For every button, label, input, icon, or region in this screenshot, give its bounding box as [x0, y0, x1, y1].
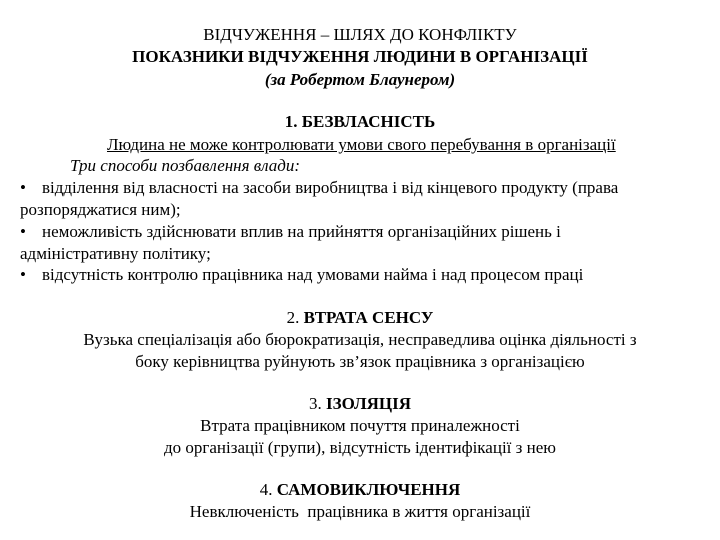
section-name: ВТРАТА СЕНСУ [303, 308, 434, 327]
bullet-icon: • [20, 265, 26, 284]
section-number: 2. [286, 308, 300, 327]
bullet-icon: • [20, 178, 26, 197]
section-name: ІЗОЛЯЦІЯ [325, 394, 412, 413]
list-item [20, 178, 618, 198]
section-number: 1. [284, 112, 298, 131]
section-3-text: Втрата працівником почуття приналежності [200, 416, 520, 435]
document-title: ВІДЧУЖЕННЯ – ШЛЯХ ДО КОНФЛІКТУ [203, 25, 517, 44]
list-item [20, 265, 583, 285]
list-item-continuation: адміністративну політику; [20, 244, 211, 263]
section-3-heading [0, 394, 720, 414]
section-1-intro: Три способи позбавлення влади: [70, 156, 301, 175]
section-name: БЕЗВЛАСНІСТЬ [301, 112, 436, 131]
list-item-text: відсутність контролю працівника над умовами найма і над процесом праці [42, 265, 584, 284]
section-1-heading [0, 112, 720, 132]
list-item-continuation: розпоряджатися ним); [20, 200, 181, 219]
section-number: 4. [259, 480, 273, 499]
section-4-heading [0, 480, 720, 500]
section-2-heading [0, 308, 720, 328]
document-subtitle: ПОКАЗНИКИ ВІДЧУЖЕННЯ ЛЮДИНИ В ОРГАНІЗАЦІЇ [132, 47, 588, 66]
author-attribution: (за Робертом Блаунером) [264, 70, 456, 89]
list-item-text: відділення від власності на засоби виробництва і від кінцевого продукту (права [42, 178, 619, 197]
section-number: 3. [308, 394, 322, 413]
bullet-icon: • [20, 222, 26, 241]
section-4-text: Невключеність працівника в життя організації [189, 502, 531, 521]
section-3-text: до організації (групи), відсутність ідентифікації з нею [164, 438, 556, 457]
list-item-text: неможливість здійснювати вплив на прийняття організаційних рішень і [42, 222, 561, 241]
list-item [20, 222, 561, 242]
section-2-text: боку керівництва руйнують зв’язок працівника з організацією [135, 352, 585, 371]
section-2-text: Вузька спеціалізація або бюрократизація, несправедлива оцінка діяльності з [83, 330, 637, 349]
section-1-definition: Людина не може контролювати умови свого перебування в організації [107, 135, 616, 154]
section-name: САМОВИКЛЮЧЕННЯ [276, 480, 461, 499]
